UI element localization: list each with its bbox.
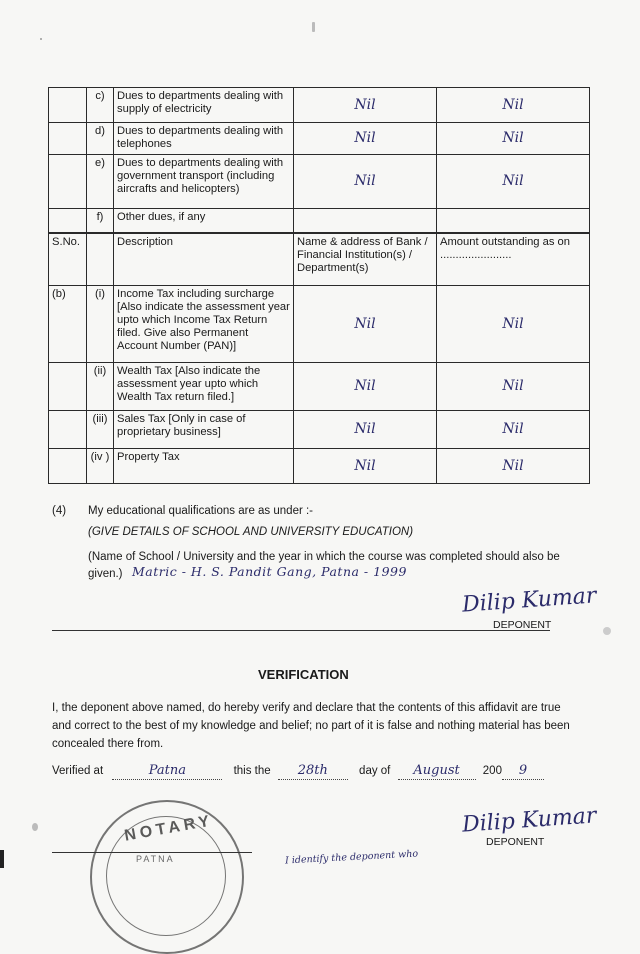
handwritten-value [437,209,590,233]
speck [32,823,38,831]
table-row [49,286,590,363]
row-description: Other dues, if any [114,209,294,233]
row-description: Income Tax including surcharge [Also indicate the assessment year upto which Income Tax Return filed. Give also Permanent Account Number (PAN)] [114,286,294,363]
row-number: c) [87,88,114,123]
table-row [49,363,590,411]
table-row [49,209,590,233]
stamp-text: NOTARY [123,812,215,845]
dues-table [48,87,590,233]
education-note-cont: given.) [88,568,123,580]
row-description: Dues to departments dealing with telephones [114,123,294,155]
education-heading: My educational qualifications are as under :- [88,505,314,517]
handwritten-value: Nil [294,363,437,411]
row-number: (iii) [87,411,114,449]
handwritten-value: Nil [437,286,590,363]
row-description: Dues to departments dealing with government transport (including aircrafts and helicopters) [114,155,294,209]
notary-stamp [90,800,244,954]
stamp-text: PATNA [136,854,175,864]
handwritten-value: Nil [437,88,590,123]
verified-line [52,763,544,780]
deponent-label: DEPONENT [493,619,552,631]
row-number: e) [87,155,114,209]
education-note: (Name of School / University and the year in which the course was completed should also be [88,551,560,563]
handwritten-value: Nil [294,88,437,123]
row-description: Property Tax [114,449,294,484]
speck [40,38,42,40]
signature: Dilip Kumar [461,583,598,618]
month-field: August [398,763,476,780]
row-number: d) [87,123,114,155]
handwritten-value: Nil [294,449,437,484]
handwritten-value: Nil [437,155,590,209]
row-number: f) [87,209,114,233]
place-field: Patna [112,763,222,780]
table-row [49,449,590,484]
handwritten-value: Nil [437,123,590,155]
rule [52,852,252,853]
verification-text: and correct to the best of my knowledge and belief; no part of it is false and nothing material has been [52,720,570,732]
row-number: (ii) [87,363,114,411]
handwritten-value [294,209,437,233]
row-number: (iv ) [87,449,114,484]
handwritten-value: Nil [437,411,590,449]
section-number: (4) [52,505,67,517]
header-amount: Amount outstanding as on ....................... [437,234,590,286]
notary-note: I identify the deponent who [284,848,419,867]
speck [312,22,315,32]
handwritten-value: Nil [294,155,437,209]
education-instruction: (GIVE DETAILS OF SCHOOL AND UNIVERSITY EDUCATION) [88,526,414,538]
handwritten-value: Nil [437,449,590,484]
edge-mark [0,850,4,868]
handwritten-value: Nil [294,123,437,155]
section-label: (b) [49,286,87,363]
header-sno: S.No. [49,234,87,286]
signature: Dilip Kumar [461,803,598,838]
table-header-row [49,234,590,286]
row-description: Sales Tax [Only in case of proprietary business] [114,411,294,449]
header-description: Description [114,234,294,286]
tax-dues-table [48,233,590,484]
table-row [49,123,590,155]
header-bank: Name & address of Bank / Financial Institution(s) / Department(s) [294,234,437,286]
deponent-label: DEPONENT [486,836,545,848]
day-field: 28th [278,763,348,780]
day-of-label: day of [359,765,391,777]
rule [52,630,550,631]
table-row [49,88,590,123]
this-the-label: this the [233,765,271,777]
verified-at-label: Verified at [52,765,104,777]
year-field: 9 [502,763,544,780]
verification-text: I, the deponent above named, do hereby verify and declare that the contents of this affidavit are true [52,702,561,714]
handwritten-value: Nil [294,411,437,449]
row-description: Dues to departments dealing with supply of electricity [114,88,294,123]
verification-text: concealed there from. [52,738,164,750]
handwritten-education: Matric - H. S. Pandit Gang, Patna - 1999 [132,564,407,579]
table-row [49,155,590,209]
handwritten-value: Nil [294,286,437,363]
year-prefix: 200 [482,765,502,777]
speck [603,627,611,635]
row-description: Wealth Tax [Also indicate the assessment year upto which Wealth Tax return filed.] [114,363,294,411]
row-number: (i) [87,286,114,363]
handwritten-value: Nil [437,363,590,411]
verification-title: VERIFICATION [258,667,349,682]
table-row [49,411,590,449]
